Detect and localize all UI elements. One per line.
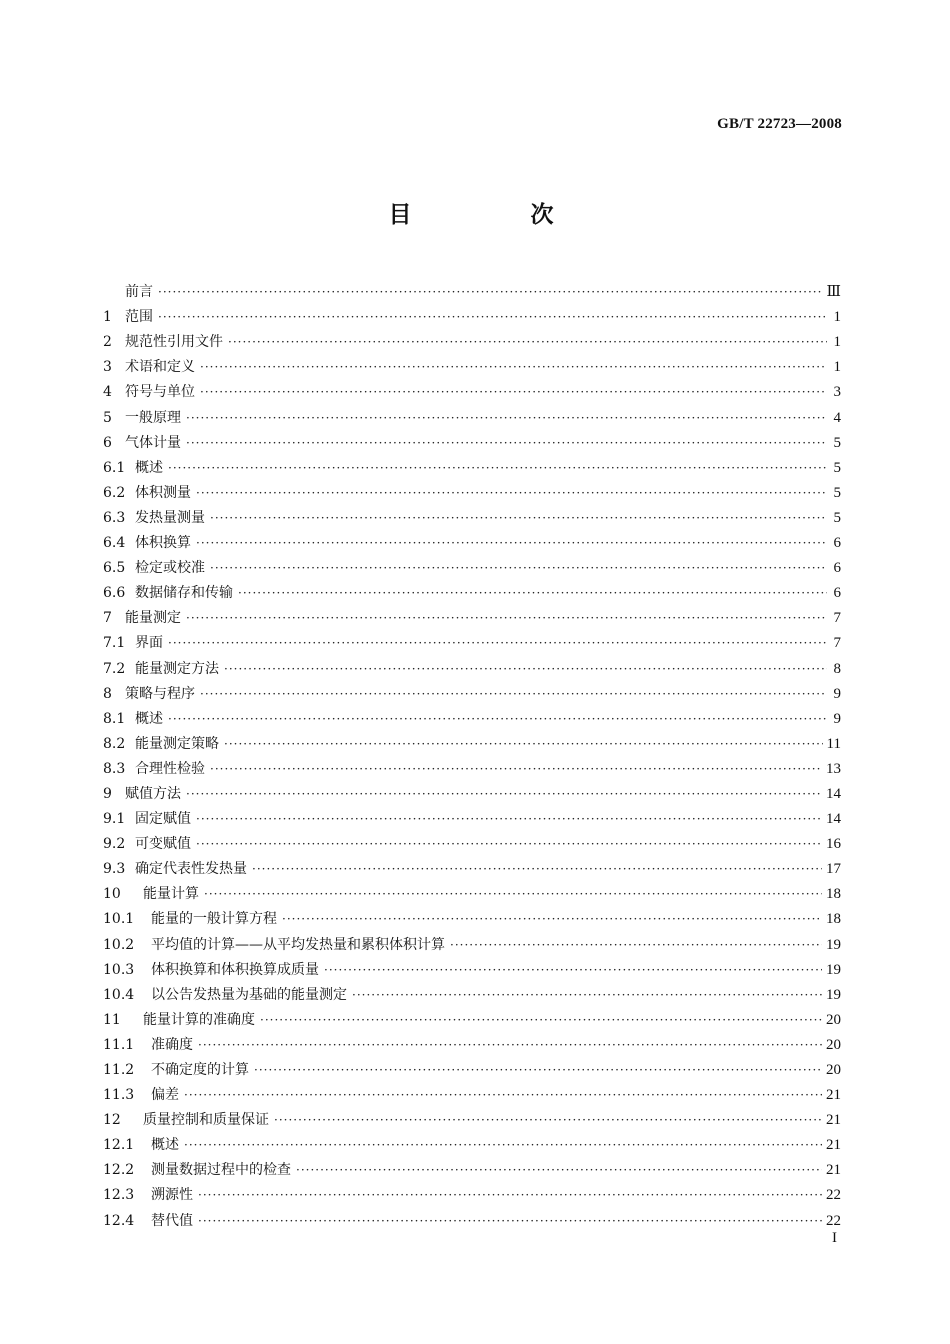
toc-entry-label: 测量数据过程中的检查 bbox=[151, 1162, 291, 1179]
toc-leader-dots bbox=[196, 835, 822, 853]
toc-entry-page: 21 bbox=[826, 1112, 841, 1129]
toc-entry-label: 能量计算的准确度 bbox=[143, 1011, 255, 1028]
toc-entry bbox=[103, 853, 841, 878]
toc-entry-number: 11.1 bbox=[103, 1036, 135, 1053]
toc-entry bbox=[103, 1154, 841, 1179]
toc-leader-dots bbox=[260, 1011, 822, 1029]
toc-entry bbox=[103, 878, 841, 903]
toc-entry-label: 能量测定 bbox=[125, 610, 181, 627]
toc-entry bbox=[103, 778, 841, 803]
toc-entry-page: 20 bbox=[826, 1011, 841, 1028]
toc-entry-page: 9 bbox=[833, 685, 841, 702]
toc-entry-page: 1 bbox=[833, 359, 841, 376]
toc-entry-label: 可变赋值 bbox=[135, 836, 191, 853]
toc-entry bbox=[103, 452, 841, 477]
toc-leader-dots bbox=[352, 986, 822, 1004]
toc-entry-number: 10.1 bbox=[103, 911, 135, 928]
toc-entry bbox=[103, 678, 841, 703]
toc-entry bbox=[103, 502, 841, 527]
toc-entry bbox=[103, 1079, 841, 1104]
toc-entry-label: 以公告发热量为基础的能量测定 bbox=[151, 986, 347, 1003]
toc-entry-number: 12.2 bbox=[103, 1162, 135, 1179]
toc-entry-number: 11.2 bbox=[103, 1062, 135, 1078]
toc-entry-label: 范围 bbox=[125, 309, 153, 326]
toc-leader-dots bbox=[168, 634, 827, 652]
toc-entry-page: 16 bbox=[826, 836, 841, 853]
toc-leader-dots bbox=[158, 283, 823, 301]
toc-entry-label: 赋值方法 bbox=[125, 785, 181, 802]
toc-entry bbox=[103, 753, 841, 778]
toc-entry-number: 10.4 bbox=[103, 986, 135, 1003]
toc-leader-dots bbox=[210, 509, 827, 527]
toc-leader-dots bbox=[200, 383, 827, 401]
toc-entry-page: 3 bbox=[833, 384, 841, 401]
toc-entry-label: 数据储存和传输 bbox=[135, 585, 233, 602]
toc-entry bbox=[103, 351, 841, 376]
toc-entry-page: 21 bbox=[826, 1162, 841, 1179]
toc-entry-label: 溯源性 bbox=[151, 1187, 193, 1204]
toc-leader-dots bbox=[224, 660, 827, 678]
toc-entry-number: 6.1 bbox=[103, 459, 126, 476]
toc-entry bbox=[103, 301, 841, 326]
toc-entry-label: 确定代表性发热量 bbox=[135, 861, 247, 878]
toc-entry-number: 7 bbox=[103, 610, 112, 627]
toc-leader-dots bbox=[186, 434, 827, 452]
toc-entry-label: 准确度 bbox=[151, 1036, 193, 1053]
toc-leader-dots bbox=[254, 1061, 822, 1079]
toc-entry-page: 18 bbox=[826, 886, 841, 903]
toc-entry-page: 1 bbox=[833, 309, 841, 326]
toc-entry-number: 1 bbox=[103, 309, 112, 326]
toc-entry-label: 概述 bbox=[135, 710, 163, 727]
toc-entry-label: 策略与程序 bbox=[125, 685, 195, 702]
toc-leader-dots bbox=[210, 559, 827, 577]
toc-entry-page: 5 bbox=[833, 484, 841, 501]
toc-entry-page: 13 bbox=[826, 760, 841, 777]
toc-entry-label: 气体计量 bbox=[125, 434, 181, 451]
toc-entry-label: 质量控制和质量保证 bbox=[143, 1112, 269, 1129]
toc-leader-dots bbox=[274, 1111, 822, 1129]
toc-entry-label: 一般原理 bbox=[125, 409, 181, 426]
toc-entry-number: 7.1 bbox=[103, 635, 126, 652]
toc-entry bbox=[103, 427, 841, 452]
toc-leader-dots bbox=[186, 609, 827, 627]
toc-entry-label: 合理性检验 bbox=[135, 760, 205, 777]
toc-entry-page: 8 bbox=[833, 660, 841, 677]
toc-entry bbox=[103, 477, 841, 502]
toc-entry-number: 12.1 bbox=[103, 1137, 135, 1154]
toc-entry bbox=[103, 728, 841, 753]
toc-leader-dots bbox=[184, 1136, 822, 1154]
toc-entry bbox=[103, 627, 841, 652]
toc-leader-dots bbox=[204, 885, 822, 903]
toc-entry-label: 前言 bbox=[125, 284, 153, 301]
toc-entry-number: 10 bbox=[103, 886, 121, 903]
toc-leader-dots bbox=[450, 936, 822, 954]
toc-entry-page: 9 bbox=[833, 710, 841, 727]
toc-entry-label: 术语和定义 bbox=[125, 359, 195, 376]
toc-entry-page: 22 bbox=[826, 1212, 841, 1229]
toc-entry-page: 14 bbox=[826, 811, 841, 828]
toc-entry-number: 6.6 bbox=[103, 585, 126, 602]
toc-entry-page: 11 bbox=[826, 735, 841, 752]
toc-entry-page: Ⅲ bbox=[826, 284, 841, 301]
toc-entry-page: 20 bbox=[826, 1036, 841, 1053]
toc-entry-label: 不确定度的计算 bbox=[151, 1062, 249, 1078]
toc-entry-label: 概述 bbox=[151, 1137, 179, 1154]
toc-entry-page: 17 bbox=[826, 861, 841, 878]
toc-entry-label: 能量的一般计算方程 bbox=[151, 911, 277, 928]
toc-leader-dots bbox=[196, 810, 822, 828]
toc-entry-number: 3 bbox=[103, 359, 112, 376]
toc-entry bbox=[103, 1204, 841, 1229]
toc-leader-dots bbox=[158, 308, 827, 326]
toc-entry-page: 18 bbox=[826, 911, 841, 928]
toc-entry-number: 10.2 bbox=[103, 936, 135, 953]
toc-entry-page: 20 bbox=[826, 1062, 841, 1078]
toc-entry-page: 19 bbox=[826, 986, 841, 1003]
toc-entry-label: 能量测定策略 bbox=[135, 735, 219, 752]
toc-entry-number: 8.3 bbox=[103, 760, 126, 777]
toc-entry-number: 7.2 bbox=[103, 660, 126, 677]
toc-entry-number: 12.3 bbox=[103, 1187, 135, 1204]
toc-entry-number: 12 bbox=[103, 1112, 121, 1129]
toc-entry-page: 6 bbox=[833, 585, 841, 602]
toc-entry-number: 2 bbox=[103, 334, 112, 351]
toc-entry bbox=[103, 1104, 841, 1129]
toc-entry bbox=[103, 979, 841, 1004]
toc-entry-number: 8.2 bbox=[103, 735, 126, 752]
toc-entry bbox=[103, 954, 841, 979]
toc-entry-page: 5 bbox=[833, 434, 841, 451]
toc-entry bbox=[103, 276, 841, 301]
toc-entry-number: 6.3 bbox=[103, 509, 126, 526]
toc-entry bbox=[103, 1029, 841, 1054]
toc-leader-dots bbox=[198, 1186, 822, 1204]
toc-entry-number: 10.3 bbox=[103, 961, 135, 978]
toc-entry bbox=[103, 326, 841, 351]
toc-entry-page: 21 bbox=[826, 1087, 841, 1104]
toc-entry bbox=[103, 577, 841, 602]
toc-entry-number: 4 bbox=[103, 384, 112, 401]
toc-entry bbox=[103, 652, 841, 677]
toc-entry-label: 概述 bbox=[135, 459, 163, 476]
toc-entry-number: 12.4 bbox=[103, 1212, 135, 1229]
toc-leader-dots bbox=[282, 910, 822, 928]
toc-entry-page: 1 bbox=[833, 334, 841, 351]
toc-entry-label: 偏差 bbox=[151, 1087, 179, 1104]
toc-entry-number: 6 bbox=[103, 434, 112, 451]
standard-code: GB/T 22723—2008 bbox=[717, 116, 842, 132]
toc-entry-label: 体积测量 bbox=[135, 484, 191, 501]
table-of-contents bbox=[103, 276, 841, 1230]
toc-entry-number: 8.1 bbox=[103, 710, 126, 727]
toc-leader-dots bbox=[168, 710, 827, 728]
toc-entry-number: 6.4 bbox=[103, 535, 126, 552]
toc-entry bbox=[103, 602, 841, 627]
toc-entry bbox=[103, 828, 841, 853]
toc-entry-label: 固定赋值 bbox=[135, 811, 191, 828]
toc-entry-number: 6.5 bbox=[103, 560, 126, 577]
toc-entry-page: 6 bbox=[833, 535, 841, 552]
toc-entry-page: 7 bbox=[833, 610, 841, 627]
toc-entry bbox=[103, 552, 841, 577]
page-number: I bbox=[832, 1230, 837, 1246]
toc-leader-dots bbox=[200, 358, 827, 376]
toc-entry-page: 19 bbox=[826, 936, 841, 953]
toc-entry-label: 界面 bbox=[135, 635, 163, 652]
toc-entry bbox=[103, 527, 841, 552]
toc-entry bbox=[103, 703, 841, 728]
toc-entry-number: 9.1 bbox=[103, 811, 126, 828]
toc-leader-dots bbox=[324, 961, 822, 979]
toc-entry-page: 22 bbox=[826, 1187, 841, 1204]
toc-leader-dots bbox=[224, 735, 823, 753]
toc-entry bbox=[103, 803, 841, 828]
toc-entry bbox=[103, 401, 841, 426]
toc-entry-page: 6 bbox=[833, 560, 841, 577]
toc-leader-dots bbox=[168, 459, 827, 477]
toc-entry-page: 5 bbox=[833, 509, 841, 526]
toc-leader-dots bbox=[210, 760, 822, 778]
page-title: 目 次 bbox=[388, 201, 602, 228]
toc-entry bbox=[103, 903, 841, 928]
toc-entry-number: 11.3 bbox=[103, 1087, 135, 1104]
toc-leader-dots bbox=[252, 860, 822, 878]
toc-leader-dots bbox=[228, 333, 827, 351]
toc-leader-dots bbox=[296, 1161, 822, 1179]
toc-entry-label: 检定或校准 bbox=[135, 560, 205, 577]
toc-leader-dots bbox=[186, 409, 827, 427]
toc-entry-number: 11 bbox=[103, 1011, 121, 1028]
toc-entry-label: 体积换算和体积换算成质量 bbox=[151, 961, 319, 978]
toc-entry-page: 7 bbox=[833, 635, 841, 652]
toc-leader-dots bbox=[196, 484, 827, 502]
toc-entry bbox=[103, 376, 841, 401]
toc-entry-number: 8 bbox=[103, 685, 112, 702]
toc-entry-label: 替代值 bbox=[151, 1212, 193, 1229]
toc-entry-number: 9.2 bbox=[103, 836, 126, 853]
toc-leader-dots bbox=[200, 685, 827, 703]
toc-entry-number: 9.3 bbox=[103, 861, 126, 878]
toc-entry-label: 能量计算 bbox=[143, 886, 199, 903]
toc-entry-label: 发热量测量 bbox=[135, 509, 205, 526]
toc-entry-number: 9 bbox=[103, 785, 112, 802]
toc-entry bbox=[103, 1129, 841, 1154]
toc-entry-label: 规范性引用文件 bbox=[125, 334, 223, 351]
toc-entry-label: 平均值的计算——从平均发热量和累积体积计算 bbox=[151, 936, 445, 953]
toc-entry bbox=[103, 1054, 841, 1079]
toc-leader-dots bbox=[196, 534, 827, 552]
toc-leader-dots bbox=[184, 1086, 822, 1104]
toc-entry-page: 21 bbox=[826, 1137, 841, 1154]
toc-leader-dots bbox=[198, 1036, 822, 1054]
toc-entry bbox=[103, 1179, 841, 1204]
toc-leader-dots bbox=[198, 1212, 822, 1230]
toc-entry-page: 14 bbox=[826, 785, 841, 802]
toc-entry bbox=[103, 1004, 841, 1029]
toc-leader-dots bbox=[186, 785, 822, 803]
toc-entry-page: 5 bbox=[833, 459, 841, 476]
toc-entry-number: 6.2 bbox=[103, 484, 126, 501]
toc-entry-label: 体积换算 bbox=[135, 535, 191, 552]
toc-entry-label: 符号与单位 bbox=[125, 384, 195, 401]
toc-entry-number: 5 bbox=[103, 409, 112, 426]
toc-entry-page: 4 bbox=[833, 409, 841, 426]
toc-leader-dots bbox=[238, 584, 827, 602]
toc-entry-page: 19 bbox=[826, 961, 841, 978]
toc-entry-label: 能量测定方法 bbox=[135, 660, 219, 677]
toc-entry bbox=[103, 928, 841, 953]
